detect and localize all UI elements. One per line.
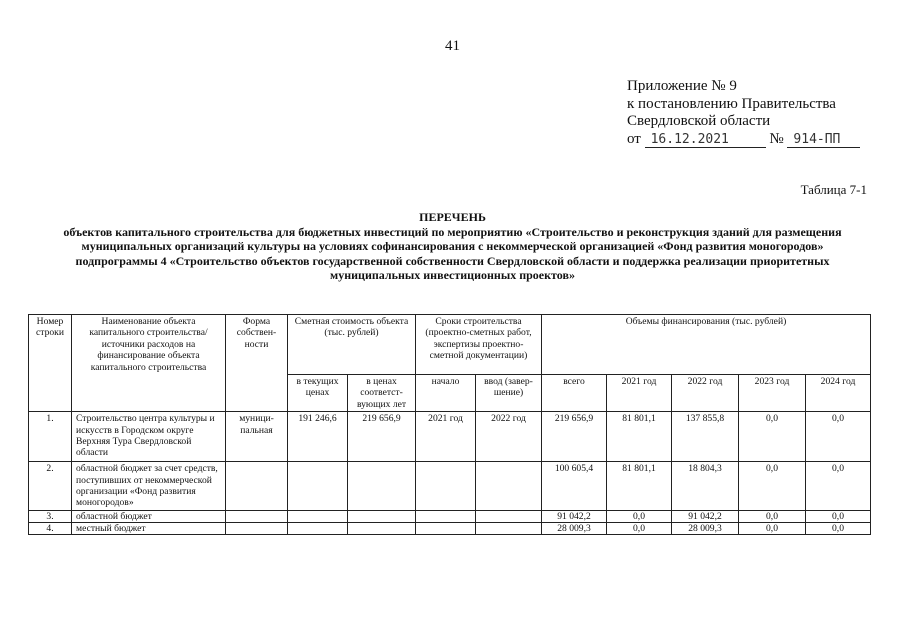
header-row-number: Номер строки <box>29 315 72 412</box>
table-row <box>29 522 871 534</box>
appendix-decree: к постановлению Правительства <box>627 95 836 112</box>
appendix-date-line <box>627 131 860 149</box>
year-2023-cell: 0,0 <box>739 522 806 534</box>
end-cell: 2022 год <box>476 412 542 462</box>
year-2021-cell: 81 801,1 <box>607 412 672 462</box>
estimate-current-cell <box>288 522 348 534</box>
date-prefix: от <box>627 130 641 147</box>
decree-number: 914-ПП <box>787 133 860 148</box>
object-name: местный бюджет <box>72 522 226 534</box>
estimate-respective-cell <box>348 462 416 511</box>
header-2023: 2023 год <box>739 375 806 412</box>
object-name: Строительство центра культуры и искусств в Городском округе Верхняя Тура Свердловской области <box>72 412 226 462</box>
object-name: областной бюджет за счет средств, поступивших от некоммерческой организации «Фонд развития моногородов» <box>72 462 226 511</box>
header-ownership: Форма собствен-ности <box>226 315 288 412</box>
appendix-title: Приложение № 9 <box>627 78 737 94</box>
heading-title: ПЕРЕЧЕНЬ <box>419 210 486 224</box>
heading-line: объектов капитального строительства для бюджетных инвестиций по мероприятию «Строительство и реконструкция зданий для размещения <box>63 224 842 239</box>
ownership-cell <box>226 510 288 522</box>
start-cell <box>416 510 476 522</box>
estimate-current-cell <box>288 510 348 522</box>
end-cell <box>476 462 542 511</box>
estimate-respective-cell: 219 656,9 <box>348 412 416 462</box>
year-2021-cell: 0,0 <box>607 522 672 534</box>
year-2021-cell: 81 801,1 <box>607 462 672 511</box>
table-row <box>29 462 871 511</box>
start-cell <box>416 522 476 534</box>
header-2022: 2022 год <box>672 375 739 412</box>
objects-table <box>28 314 871 535</box>
row-number: 1. <box>29 412 72 462</box>
header-terms: Сроки строительства (проектно-сметных работ, экспертизы проектно-сметной документации) <box>416 315 542 375</box>
row-number: 2. <box>29 462 72 511</box>
number-prefix: № <box>769 130 784 147</box>
document-heading <box>0 210 905 283</box>
header-object-name: Наименование объекта капитального строительства/ источники расходов на финансирование объекта капитального строительства <box>72 315 226 412</box>
ownership-cell: муници-пальная <box>226 412 288 462</box>
header-2024: 2024 год <box>806 375 871 412</box>
year-2024-cell: 0,0 <box>806 462 871 511</box>
total-cell: 91 042,2 <box>542 510 607 522</box>
row-number: 3. <box>29 510 72 522</box>
page-number: 41 <box>445 38 460 54</box>
heading-line: муниципальных организаций культуры на условиях софинансирования с некоммерческой организацией «Фонд развития моногородов» <box>81 239 824 254</box>
appendix-region: Свердловской области <box>627 113 771 129</box>
year-2024-cell: 0,0 <box>806 412 871 462</box>
header-2021: 2021 год <box>607 375 672 412</box>
year-2022-cell: 137 855,8 <box>672 412 739 462</box>
heading-line: подпрограммы 4 «Строительство объектов государственной собственности Свердловской области и поддержка реализации приоритетных <box>75 253 830 268</box>
estimate-respective-cell <box>348 522 416 534</box>
header-estimate-respective: в ценах соответст-вующих лет <box>348 375 416 412</box>
end-cell <box>476 510 542 522</box>
year-2024-cell: 0,0 <box>806 510 871 522</box>
heading-line: муниципальных инвестиционных проектов» <box>330 268 575 283</box>
header-estimate: Сметная стоимость объекта (тыс. рублей) <box>288 315 416 375</box>
year-2023-cell: 0,0 <box>739 412 806 462</box>
appendix-block <box>627 78 860 148</box>
ownership-cell <box>226 522 288 534</box>
ownership-cell <box>226 462 288 511</box>
header-terms-start: начало <box>416 375 476 412</box>
start-cell: 2021 год <box>416 412 476 462</box>
year-2023-cell: 0,0 <box>739 462 806 511</box>
table-label: Таблица 7-1 <box>800 182 867 197</box>
year-2022-cell: 28 009,3 <box>672 522 739 534</box>
table-row <box>29 510 871 522</box>
year-2021-cell: 0,0 <box>607 510 672 522</box>
end-cell <box>476 522 542 534</box>
decree-date: 16.12.2021 <box>645 133 766 148</box>
year-2022-cell: 91 042,2 <box>672 510 739 522</box>
year-2023-cell: 0,0 <box>739 510 806 522</box>
estimate-current-cell: 191 246,6 <box>288 412 348 462</box>
object-name: областной бюджет <box>72 510 226 522</box>
estimate-current-cell <box>288 462 348 511</box>
header-total: всего <box>542 375 607 412</box>
year-2022-cell: 18 804,3 <box>672 462 739 511</box>
total-cell: 219 656,9 <box>542 412 607 462</box>
total-cell: 100 605,4 <box>542 462 607 511</box>
start-cell <box>416 462 476 511</box>
estimate-respective-cell <box>348 510 416 522</box>
header-terms-end: ввод (завер-шение) <box>476 375 542 412</box>
header-estimate-current: в текущих ценах <box>288 375 348 412</box>
total-cell: 28 009,3 <box>542 522 607 534</box>
year-2024-cell: 0,0 <box>806 522 871 534</box>
table-row <box>29 412 871 462</box>
row-number: 4. <box>29 522 72 534</box>
header-funding: Объемы финансирования (тыс. рублей) <box>542 315 871 375</box>
